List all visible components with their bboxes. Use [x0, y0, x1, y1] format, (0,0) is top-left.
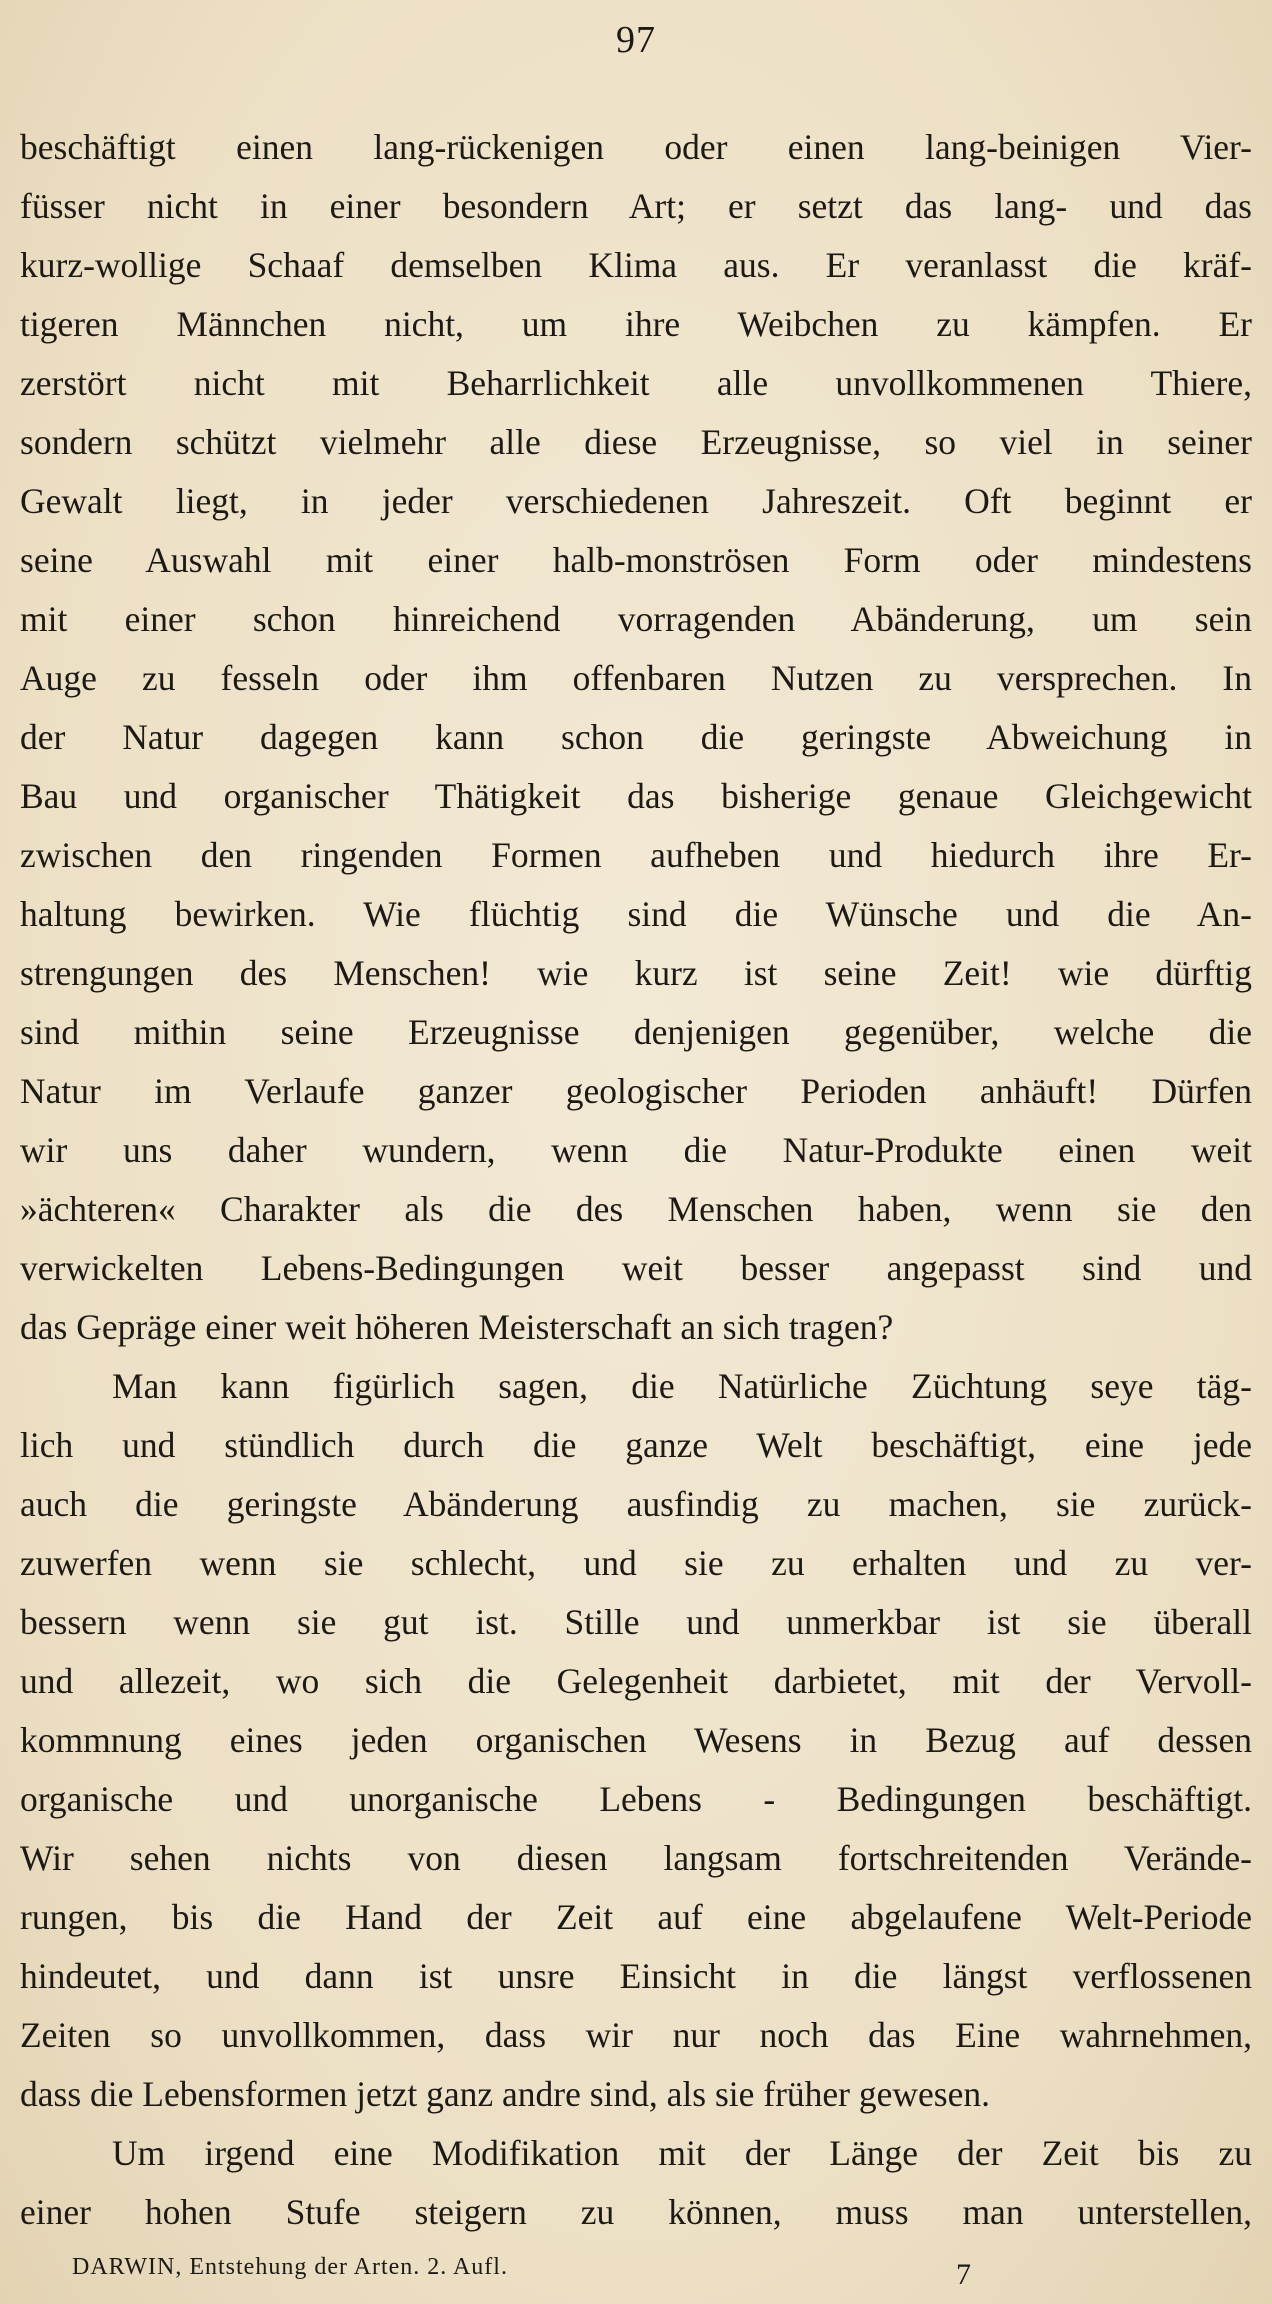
text-line: und allezeit, wo sich die Gelegenheit darbietet, mit der Vervoll- [20, 1661, 1252, 1701]
text-line: kurz-wollige Schaaf demselben Klima aus. Er veranlasst die kräf- [20, 245, 1252, 285]
text-line: Natur im Verlaufe ganzer geologischer Perioden anhäuft! Dürfen [20, 1071, 1252, 1111]
paragraph-3 [20, 2124, 1252, 2242]
text-line: rungen, bis die Hand der Zeit auf eine abgelaufene Welt-Periode [20, 1897, 1252, 1937]
paragraph-1 [20, 118, 1252, 1357]
text-line: zerstört nicht mit Beharrlichkeit alle unvollkommenen Thiere, [20, 363, 1252, 403]
text-line: Gewalt liegt, in jeder verschiedenen Jahreszeit. Oft beginnt er [20, 481, 1252, 521]
text-line: auch die geringste Abänderung ausfindig zu machen, sie zurück- [20, 1484, 1252, 1524]
text-line: tigeren Männchen nicht, um ihre Weibchen zu kämpfen. Er [20, 304, 1252, 344]
text-line: füsser nicht in einer besondern Art; er setzt das lang- und das [20, 186, 1252, 226]
text-line: seine Auswahl mit einer halb-monströsen Form oder mindestens [20, 540, 1252, 580]
text-line: hindeutet, und dann ist unsre Einsicht in die längst verflossenen [20, 1956, 1252, 1996]
text-line: verwickelten Lebens-Bedingungen weit besser angepasst sind und [20, 1248, 1252, 1288]
text-line: zwischen den ringenden Formen aufheben und hiedurch ihre Er- [20, 835, 1252, 875]
text-line: bessern wenn sie gut ist. Stille und unmerkbar ist sie überall [20, 1602, 1252, 1642]
text-line: haltung bewirken. Wie flüchtig sind die Wünsche und die An- [20, 894, 1252, 934]
text-line: sind mithin seine Erzeugnisse denjenigen gegenüber, welche die [20, 1012, 1252, 1052]
text-line: organische und unorganische Lebens - Bedingungen beschäftigt. [20, 1779, 1252, 1819]
text-line: zuwerfen wenn sie schlecht, und sie zu erhalten und zu ver- [20, 1543, 1252, 1583]
text-line: Man kann figürlich sagen, die Natürliche Züchtung seye täg- [112, 1366, 1252, 1406]
text-line: wir uns daher wundern, wenn die Natur-Produkte einen weit [20, 1130, 1252, 1170]
text-line: strengungen des Menschen! wie kurz ist seine Zeit! wie dürftig [20, 953, 1252, 993]
text-line: Bau und organischer Thätigkeit das bisherige genaue Gleichgewicht [20, 776, 1252, 816]
signature-mark: 7 [956, 2258, 971, 2291]
text-line: der Natur dagegen kann schon die geringste Abweichung in [20, 717, 1252, 757]
text-line: Wir sehen nichts von diesen langsam fortschreitenden Verände- [20, 1838, 1252, 1878]
text-line: Zeiten so unvollkommen, dass wir nur noch das Eine wahrnehmen, [20, 2015, 1252, 2055]
text-line: Um irgend eine Modifikation mit der Länge der Zeit bis zu [112, 2133, 1252, 2173]
page-number: 97 [616, 19, 656, 61]
text-line: kommnung eines jeden organischen Wesens in Bezug auf dessen [20, 1720, 1252, 1760]
text-line: sondern schützt vielmehr alle diese Erzeugnisse, so viel in seiner [20, 422, 1252, 462]
text-line: einer hohen Stufe steigern zu können, muss man unterstellen, [20, 2192, 1252, 2232]
body-text [20, 118, 1252, 2242]
text-line: mit einer schon hinreichend vorragenden Abänderung, um sein [20, 599, 1252, 639]
text-line: »ächteren« Charakter als die des Menschen haben, wenn sie den [20, 1189, 1252, 1229]
page-footer [60, 2254, 1240, 2294]
paragraph-2 [20, 1357, 1252, 2124]
text-line: dass die Lebensformen jetzt ganz andre sind, als sie früher gewesen. [20, 2074, 990, 2114]
footer-citation: DARWIN, Entstehung der Arten. 2. Aufl. [72, 2254, 508, 2280]
text-line: das Gepräge einer weit höheren Meisterschaft an sich tragen? [20, 1307, 894, 1347]
text-line: beschäftigt einen lang-rückenigen oder einen lang-beinigen Vier- [20, 127, 1252, 167]
text-line: Auge zu fesseln oder ihm offenbaren Nutzen zu versprechen. In [20, 658, 1252, 698]
text-line: lich und stündlich durch die ganze Welt beschäftigt, eine jede [20, 1425, 1252, 1465]
